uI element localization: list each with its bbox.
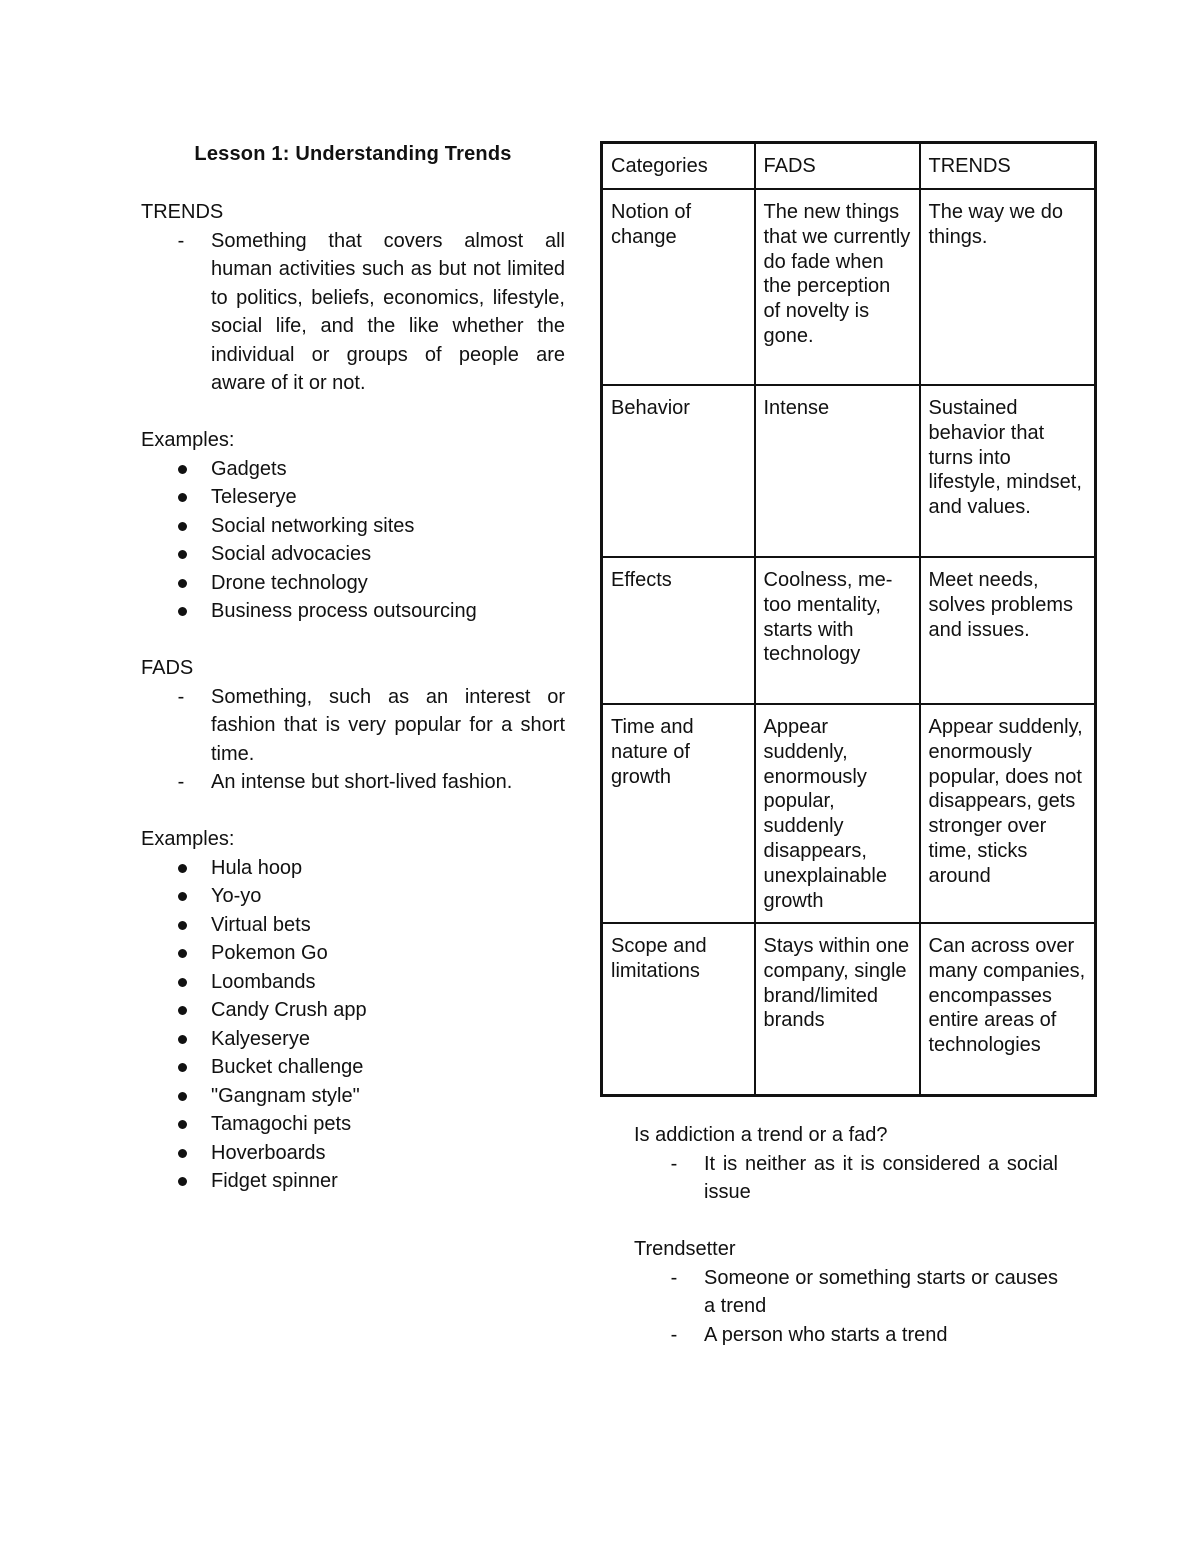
- list-item: [141, 597, 565, 626]
- addiction-answer: [634, 1150, 1058, 1207]
- table-cell: Meet needs, solves problems and issues.: [920, 557, 1096, 704]
- list-item-text: Yo-yo: [211, 885, 262, 907]
- list-item-text: Kalyeserye: [211, 1027, 310, 1050]
- list-item-text: Business process outsourcing: [211, 600, 477, 622]
- list-item: [141, 512, 565, 541]
- list-item-text: "Gangnam style": [211, 1084, 360, 1107]
- table-cell: The new things that we currently do fade when the perception of novelty is gone.: [755, 189, 920, 385]
- list-item-text: Bucket challenge: [211, 1056, 364, 1078]
- addiction-answer-text: It is neither as it is considered a social issue: [704, 1152, 1058, 1203]
- trends-definition-text: Something that covers almost all human activities such as but not limited to politics, beliefs, economics, lifestyle, social life, and the like whether the individual or groups of people are aware of it or not.: [211, 229, 565, 394]
- list-item-text: Hoverboards: [211, 1141, 326, 1164]
- list-item-text: Fidget spinner: [211, 1170, 338, 1192]
- list-item: [141, 1082, 565, 1111]
- bullet-icon: [178, 1177, 187, 1186]
- table-cell: Intense: [755, 385, 920, 557]
- bullet-icon: [178, 1092, 187, 1101]
- bullet-icon: [178, 579, 187, 588]
- bullet-icon: [178, 978, 187, 987]
- dash-marker: -: [177, 685, 185, 708]
- table-row: [602, 385, 1096, 557]
- fads-definitions: [141, 683, 565, 797]
- dash-marker: -: [670, 1323, 678, 1346]
- list-item: [141, 1167, 565, 1196]
- trendsetter-definition: [634, 1264, 1058, 1321]
- bullet-icon: [178, 1120, 187, 1129]
- bullet-icon: [178, 1035, 187, 1044]
- fads-examples-list: [141, 854, 565, 1196]
- table-cell: Effects: [602, 557, 755, 704]
- trendsetter-definition: [634, 1321, 1058, 1350]
- list-item: [141, 1025, 565, 1054]
- list-item: [141, 569, 565, 598]
- table-cell: Appear suddenly, enormously popular, suddenly disappears, unexplainable growth: [755, 704, 920, 923]
- fads-definition: [141, 768, 565, 797]
- bullet-icon: [178, 949, 187, 958]
- list-item-text: Social networking sites: [211, 514, 415, 537]
- list-item: [141, 1139, 565, 1168]
- fads-heading: FADS: [141, 657, 194, 679]
- right-column: [600, 141, 1094, 1097]
- bullet-icon: [178, 921, 187, 930]
- bullet-icon: [178, 493, 187, 502]
- fads-examples-label: Examples:: [141, 828, 235, 850]
- bullet-icon: [178, 522, 187, 531]
- bullet-icon: [178, 1149, 187, 1158]
- trendsetter-definition-text: Someone or something starts or causes a trend: [704, 1266, 1058, 1317]
- fads-definition-text: Something, such as an interest or fashion that is very popular for a short time.: [211, 685, 565, 765]
- bullet-icon: [178, 864, 187, 873]
- table-cell: Coolness, me-too mentality, starts with technology: [755, 557, 920, 704]
- trendsetter-definition-text: A person who starts a trend: [704, 1323, 948, 1346]
- list-item-text: Hula hoop: [211, 856, 303, 879]
- title-wrap: [141, 140, 565, 168]
- trends-definitions: [141, 227, 565, 398]
- table-header-cell: FADS: [755, 143, 920, 190]
- fads-definition: [141, 683, 565, 769]
- bullet-icon: [178, 465, 187, 474]
- table-cell: Scope and limitations: [602, 923, 755, 1096]
- bullet-icon: [178, 1063, 187, 1072]
- list-item: [141, 911, 565, 940]
- list-item: [141, 854, 565, 883]
- fads-vs-trends-table: [600, 141, 1097, 1097]
- table-cell: Stays within one company, single brand/limited brands: [755, 923, 920, 1096]
- list-item: [141, 483, 565, 512]
- table-row: [602, 189, 1096, 385]
- list-item: [141, 1110, 565, 1139]
- list-item-text: Social advocacies: [211, 543, 372, 565]
- list-item: [141, 996, 565, 1025]
- list-item-text: Loombands: [211, 970, 316, 993]
- list-item: [141, 1053, 565, 1082]
- table-cell: The way we do things.: [920, 189, 1096, 385]
- bullet-icon: [178, 607, 187, 616]
- table-row: [602, 557, 1096, 704]
- list-item-text: Tamagochi pets: [211, 1113, 352, 1135]
- left-column: [141, 140, 565, 1196]
- fads-definition-text: An intense but short-lived fashion.: [211, 771, 513, 793]
- list-item-text: Gadgets: [211, 457, 287, 480]
- table-cell: Sustained behavior that turns into lifestyle, mindset, and values.: [920, 385, 1096, 557]
- lesson-title: Lesson 1: Understanding Trends: [194, 143, 512, 165]
- table-header-row: [602, 143, 1096, 190]
- table-cell: Appear suddenly, enormously popular, does not disappears, gets stronger over time, sticks around: [920, 704, 1096, 923]
- table-cell: Behavior: [602, 385, 755, 557]
- trends-definition: [141, 227, 565, 398]
- trends-examples-list: [141, 455, 565, 626]
- trendsetter-heading: Trendsetter: [634, 1238, 736, 1260]
- list-item-text: Candy Crush app: [211, 999, 367, 1021]
- trendsetter-definitions: [634, 1264, 1058, 1350]
- table-header-cell: Categories: [602, 143, 755, 190]
- notes-section: [634, 1121, 1058, 1349]
- dash-marker: -: [177, 771, 185, 793]
- table-cell: Can across over many companies, encompasses entire areas of technologies: [920, 923, 1096, 1096]
- list-item: [141, 882, 565, 911]
- table-cell: Notion of change: [602, 189, 755, 385]
- trends-examples-label: Examples:: [141, 429, 235, 451]
- list-item: [141, 455, 565, 484]
- table-cell: Time and nature of growth: [602, 704, 755, 923]
- addiction-question: Is addiction a trend or a fad?: [634, 1124, 888, 1146]
- table-row: [602, 704, 1096, 923]
- dash-marker: -: [177, 229, 185, 252]
- table-row: [602, 923, 1096, 1096]
- list-item: [141, 968, 565, 997]
- bullet-icon: [178, 892, 187, 901]
- dash-marker: -: [670, 1152, 678, 1175]
- table-header-cell: TRENDS: [920, 143, 1096, 190]
- list-item: [141, 939, 565, 968]
- dash-marker: -: [670, 1266, 678, 1289]
- list-item-text: Teleserye: [211, 486, 297, 508]
- bullet-icon: [178, 1006, 187, 1015]
- list-item-text: Virtual bets: [211, 913, 311, 936]
- trends-heading: TRENDS: [141, 201, 224, 223]
- list-item: [141, 540, 565, 569]
- bullet-icon: [178, 550, 187, 559]
- list-item-text: Pokemon Go: [211, 942, 328, 964]
- addiction-answers: [634, 1150, 1058, 1207]
- list-item-text: Drone technology: [211, 571, 368, 594]
